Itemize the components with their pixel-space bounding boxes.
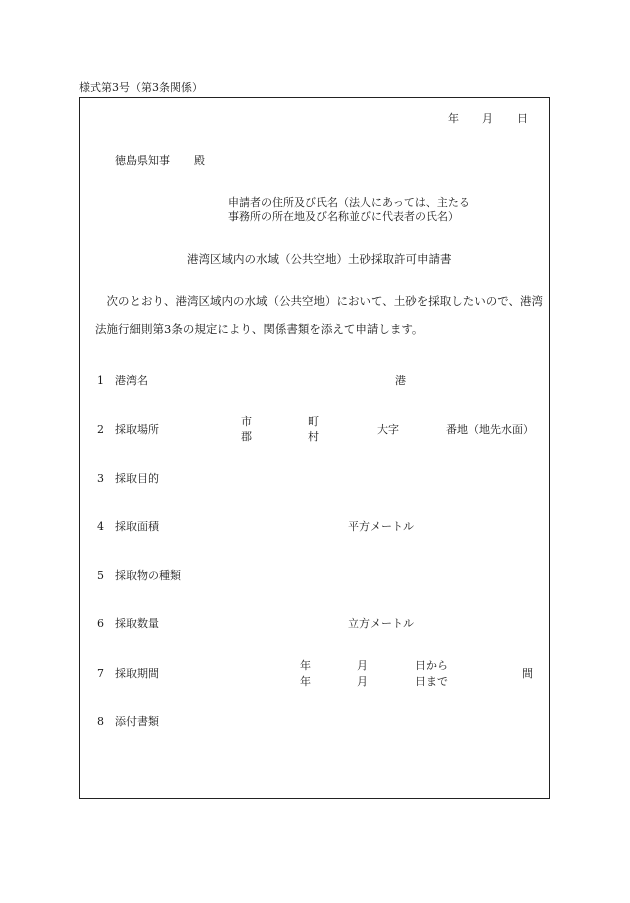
item-2-gun: 郡 (241, 430, 252, 443)
item-4-number: 4 (97, 520, 104, 533)
item-2-lot: 番地（地先水面） (446, 423, 534, 436)
item-3-label: 採取目的 (115, 472, 159, 485)
item-6-number: 6 (97, 617, 104, 630)
item-7-to-month: 月 (357, 675, 368, 688)
item-1-suffix: 港 (395, 374, 406, 387)
item-4-label: 採取面積 (115, 520, 159, 533)
applicant-line-1: 申請者の住所及び氏名（法人にあっては、主たる (228, 196, 470, 209)
item-8-number: 8 (97, 715, 104, 728)
item-7-to-year: 年 (300, 675, 311, 688)
item-7-number: 7 (97, 667, 104, 680)
item-7-from-year: 年 (300, 659, 311, 672)
item-4-unit: 平方メートル (348, 520, 414, 533)
item-7-duration: 間 (522, 667, 533, 680)
document-title: 港湾区域内の水域（公共空地）土砂採取許可申請書 (187, 252, 452, 266)
item-5-number: 5 (97, 569, 104, 582)
item-7-from-month: 月 (357, 659, 368, 672)
item-1-number: 1 (97, 374, 104, 387)
applicant-line-2: 事務所の所在地及び名称並びに代表者の氏名） (228, 210, 459, 223)
item-2-city: 市 (241, 415, 252, 428)
item-2-label: 採取場所 (115, 423, 159, 436)
form-number: 様式第3号（第3条関係） (79, 81, 203, 94)
date-year: 年 (448, 112, 459, 125)
item-2-oaza: 大字 (377, 423, 399, 436)
item-2-number: 2 (97, 423, 104, 436)
addressee-honorific: 殿 (194, 154, 205, 167)
item-7-to-day: 日まで (415, 675, 448, 688)
date-month: 月 (482, 112, 493, 125)
date-day: 日 (517, 112, 528, 125)
item-2-village: 村 (308, 430, 319, 443)
item-7-label: 採取期間 (115, 667, 159, 680)
item-2-town: 町 (308, 415, 319, 428)
item-7-from-day: 日から (415, 659, 448, 672)
body-paragraph: 次のとおり、港湾区域内の水域（公共空地）において、土砂を採取したいので、港湾法施行細則第3条の規定により、関係書類を添えて申請します。 (95, 294, 544, 336)
item-1-label: 港湾名 (115, 374, 148, 387)
item-3-number: 3 (97, 472, 104, 485)
addressee-name: 徳島県知事 (115, 154, 170, 167)
item-8-label: 添付書類 (115, 715, 159, 728)
item-6-label: 採取数量 (115, 617, 159, 630)
item-6-unit: 立方メートル (348, 617, 414, 630)
item-5-label: 採取物の種類 (115, 569, 181, 582)
